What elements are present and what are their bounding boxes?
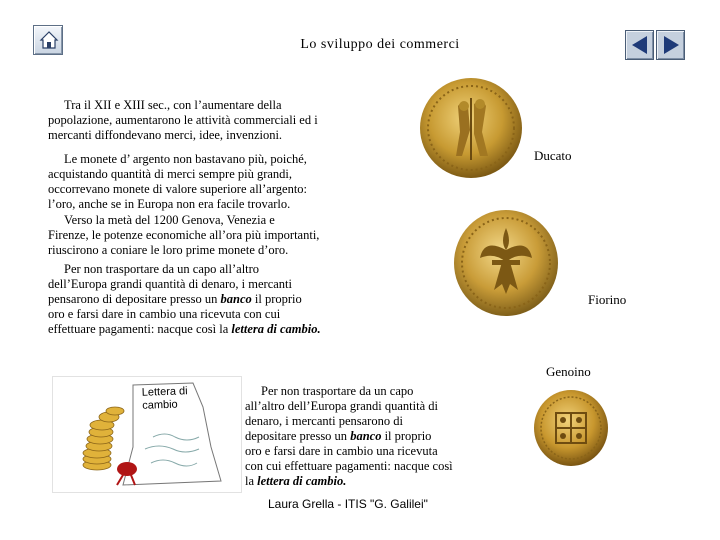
paragraph-4: Per non trasportare da un capo all’altro dell’Europa grandi quantità di denaro, i mercanti pensarono di depositare presso un banco il proprio oro e farsi dare in cambio una ricevuta con cui effettuare pagamenti: nacque così la lettera di cambio. [48,262,321,336]
author-credit: Laura Grella - ITIS "G. Galilei" [268,497,428,511]
page-title: Lo sviluppo dei commerci [300,37,460,52]
fiorino-label: Fiorino [588,292,627,307]
ducato-label: Ducato [534,148,572,163]
paragraph-1: Tra il XII e XIII sec., con l’aumentare della popolazione, aumentarono le attività commerciali ed i mercanti diffondevano merci, idee, invenzioni. [48,98,318,142]
paragraph-2: Le monete d’ argento non bastavano più, poiché, acquistando quantità di merci sempre più grandi, occorrevano monete di valore superiore all’argento: l’oro, anche se in Europa non era facile trovarlo. [48,152,308,211]
fiorino-coin-image [452,208,560,318]
letter-caption: Lettera di cambio [141,385,188,412]
ducato-coin-image [418,76,524,180]
bottom-paragraph: Per non trasportare da un capo all’altro dell’Europa grandi quantità di denaro, i mercanti pensarono di depositare presso un banco il proprio oro e farsi dare in cambio una ricevuta con cui effettuare pagamenti: nacque così la lettera di cambio. [245,384,453,488]
genoino-label: Genoino [546,364,591,379]
genoino-coin-image [533,389,609,467]
lettera-di-cambio-illustration [52,376,242,493]
paragraph-3: Verso la metà del 1200 Genova, Venezia e Firenze, le potenze economiche all’ora più importanti, riuscirono a coniare le loro prime monete d’oro. [48,213,320,257]
